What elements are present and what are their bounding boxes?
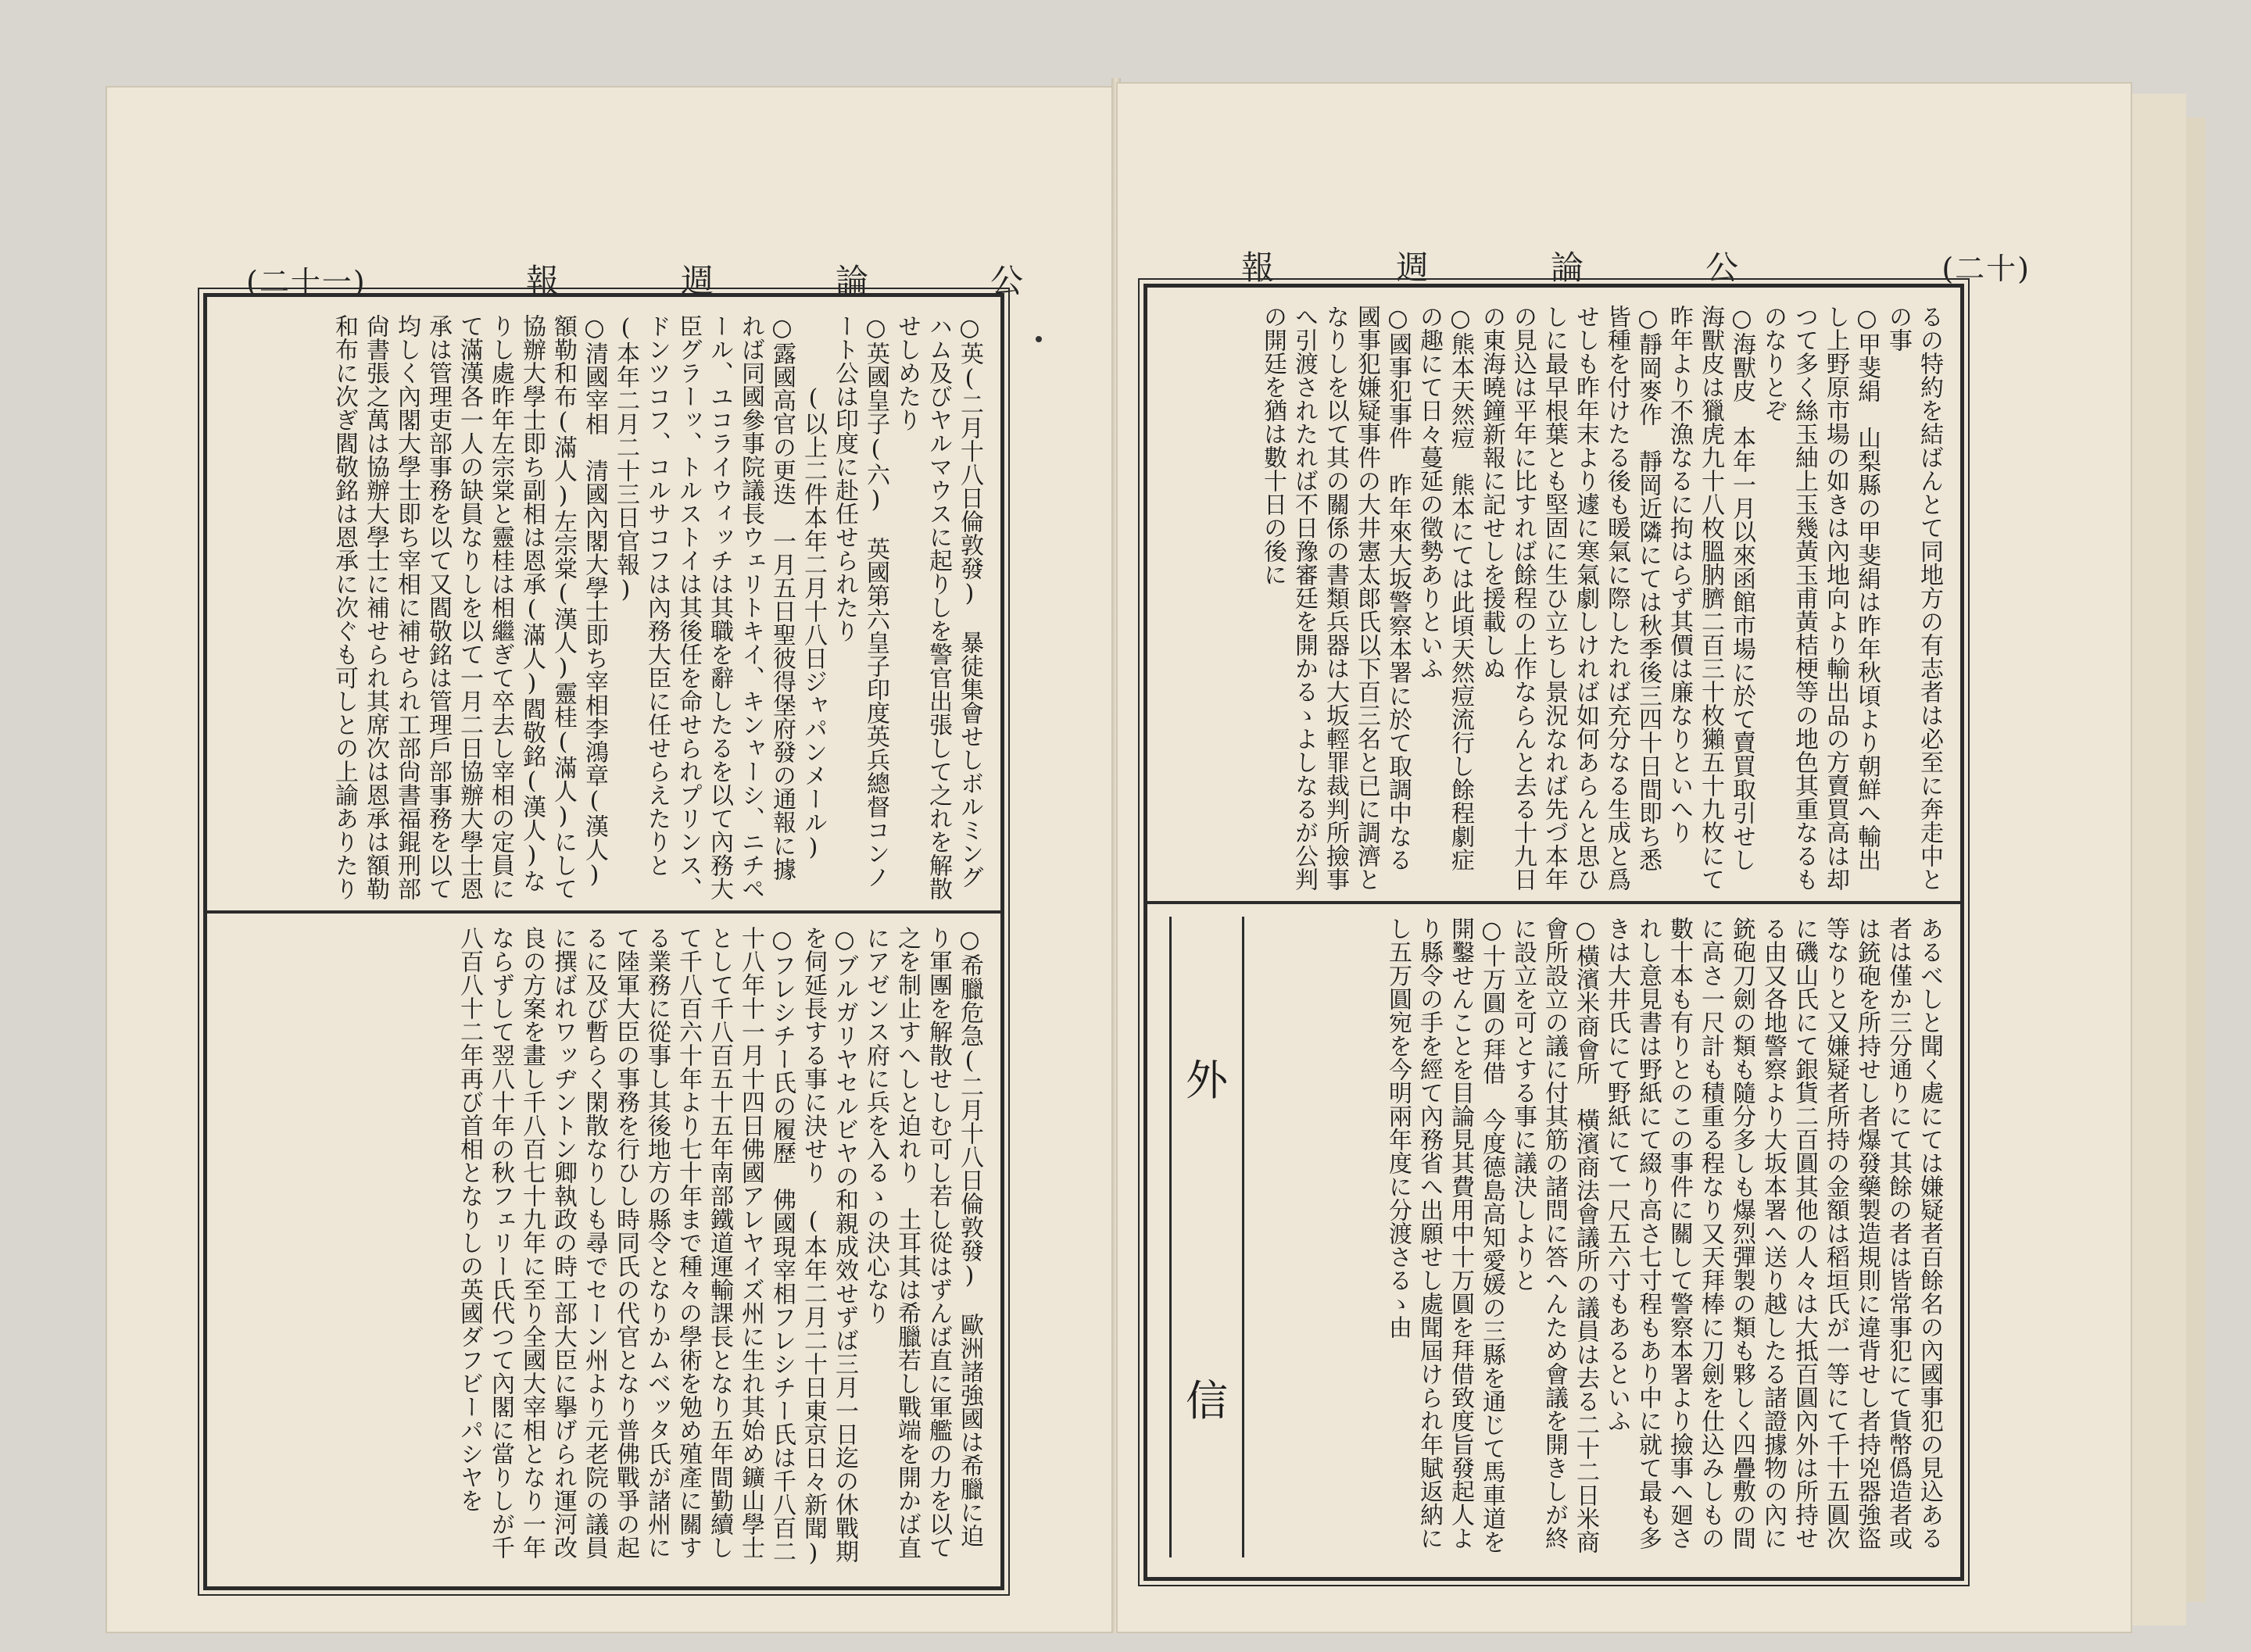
title-char: 論 — [835, 262, 873, 300]
title-char: 公 — [1705, 249, 1744, 287]
article-column-bottom: あるべしと聞く處にては嫌疑者百餘名の內國事犯の見込ある者は僅か三分通りにて其餘の者は皆常事犯にて貨幣僞造者或は銃砲を所持せし者爆發藥製造規則に違背せし者持兇器強盜等なりと又嫌疑者所持の金額は稻垣氏が一等にて千十五圓次に磯山氏にて銀貨二百圓其他の人々は大抵百圓內外は所持せる由又各地警察より大坂本署へ送り越したる諸證據物の內に銃砲刀劍の類も隨分多しも爆烈彈製の類も夥しく四疊敷の間に高さ一尺計も積重る程なり又天拜棒に刀劍を仕込みしもの數十本も有りとのこの事件に關して警察本署より撿事へ廻されし意見書は野紙にて綴り高さ七寸程もあり中に就て最も多きは大井氏にて野紙にて一尺五六寸もあるといふ ○橫濱米商會所 橫濱商法會議所の議員は去る二十二日米商會所設立の議に付其筋の諸問に答へんため會議を開きしが終に設立を可とする事に議決しよりと ○十万圓の拜借 今度德島高知愛媛の三縣を通じて馬車道を開鑿せんことを目論見其費用中十万圓を拜借致度旨發起人より縣令の手を經て內務省へ出願せし處聞屆けられ年賦返納にし五万圓宛を今明兩年度に分渡さるゝ由 — [1384, 917, 1943, 1554]
section-divider — [1147, 901, 1960, 904]
title-char: 週 — [1396, 249, 1434, 287]
section-divider — [207, 910, 1000, 914]
article-column-top: ○英(二月十八日倫敦發) 暴徒集會せしボルミングハム及びヤルマウスに起りしを警官出張して之れを解散せしめたり ○英國皇子(六) 英國第六皇子印度英兵總督コンノート公は印度に赴任せられたり (以上二件本年二月十八日ジャパンメール) ○露國高官の更迭 一月五日聖彼得堡府發の通報に據れば同國參事院議長ウェリトキイ、キンャーシ、ニチペール、ユコライウィッチは其職を辭したるを以て內務大臣グラーッ、トルストイは其後任を命せられプリンス、ドンツコフ、コルサコフは內務大臣に任せらえたりと (本年二月二十三日官報) ○清國宰相 清國內閣大學士即ち宰相李鴻章(漢人)額勒和布(滿人)左宗棠(漢人)靈桂(滿人)にして協辦大學士即ち副相は恩承(滿人)閻敬銘(漢人)なりし處昨年左宗棠と靈桂は相繼ぎて卒去し宰相の定員にて滿漢各一人の缺員なりしを以て一月二日協辦大學士恩承は管理吏部事務を以て又閻敬銘は管理戶部事務を以て均しく內閣大學士即ち宰相に補せられ工部尙書福錕刑部尙書張之萬は協辦大學士に補せられ其席次は恩承は額勒和布に次ぎ閻敬銘は恩承に次ぐも可しとの上諭ありたり — [331, 314, 983, 900]
publication-title — [1241, 242, 1743, 289]
section-label-char: 外 — [1186, 1055, 1228, 1105]
page-number: (二十) — [1941, 251, 2031, 286]
title-char: 公 — [990, 262, 1028, 300]
title-char: 報 — [525, 262, 564, 300]
title-char: 報 — [1241, 249, 1279, 287]
page-number: (二十一) — [246, 264, 367, 299]
text-frame — [1143, 284, 1964, 1581]
ink-dot — [1036, 336, 1042, 342]
text-frame — [203, 293, 1004, 1590]
right-page — [1116, 82, 2132, 1633]
section-label-char: 信 — [1186, 1375, 1228, 1425]
article-column-top: るの特約を結ばんとて同地方の有志者は必至に奔走中との事 ○甲斐絹 山梨縣の甲斐絹は昨年秋頃より朝鮮へ輸出し上野原市場の如きは內地向より輸出品の方賣買高は却つて多く絲玉紬上玉幾黃玉甫黃桔梗等の地色其重なるものなりとぞ ○海獸皮 本年一月以來函館市場に於て賣買取引せし海獸皮は獵虎九十八枚膃肭臍二百三十枚獺五十九枚にて昨年より不漁なるに拘はらず其價は廉なりといへり ○靜岡麥作 靜岡近隣にては秋季後三四十日間即ち悉皆種を付けたる後も暖氣に際したれば充分なる生成と爲せしも昨年末より遽に寒氣劇しければ如何あらんと思ひしに最早根葉とも堅固に生ひ立ちし景況なれば先づ本年の見込は平年に比すれば餘程の上作ならんと去る十九日の東海曉鐘新報に記せしを援載しぬ ○熊本天然痘 熊本にては此頃天然痘流行し餘程劇症の趣にて日々蔓延の徵勢ありといふ ○國事犯事件 昨年來大坂警察本署に於て取調中なる國事犯嫌疑事件の大井憲太郞氏以下百三名と已に調濟となりしを以て其の關係の書類兵器は大坂輕罪裁判所撿事へ引渡されたれば不日豫審廷を開かるゝよしなるが公判の開廷を猶は數十日の後に — [1259, 305, 1943, 891]
left-page — [106, 86, 1114, 1633]
article-column-bottom: ○希臘危急(二月十八日倫敦發) 歐洲諸強國は希臘に迫り軍團を解散せしむ可し若し從はずんば直に軍艦の力を以て之を制止すへしと迫れり 土耳其は希臘若し戰端を開かば直にアゼンス府に兵を入るゝの決心なり ○ブルガリヤセルビヤの和親成效せずば三月一日迄の休戰期を伺延長する事に決せり (本年二月二十日東京日々新聞) ○フレシチー氏の履歷 佛國現宰相フレシチー氏は千八百二十八年十一月十四日佛國アレヤイズ州に生れ其始め鑛山學士として千八百五十五年南部鐵道運輸課長となり五年間勤續して千八百六十年より七十年まで種々の學術を勉め殖產に關する業務に從事し其後地方の縣令となりかムベッタ氏が諸州にて陸軍大臣の事務を行ひし時同氏の代官となり普佛戰爭の起るに及び暫らく閑散なりしも尋でセーン州より元老院の議員に撰ばれワッヂントン卿執政の時工部大臣に擧げられ運河改良の方案を畫し千八百七十九年に至り全國大宰相となり一年ならずして翌八十年の秋フェリー氏代つて內閣に當りしが千八百八十二年再び首相となりしの英國ダフビーパシヤを — [456, 926, 983, 1567]
title-char: 週 — [680, 262, 718, 300]
section-label-foreign-news — [1169, 917, 1244, 1557]
title-char: 論 — [1551, 249, 1589, 287]
